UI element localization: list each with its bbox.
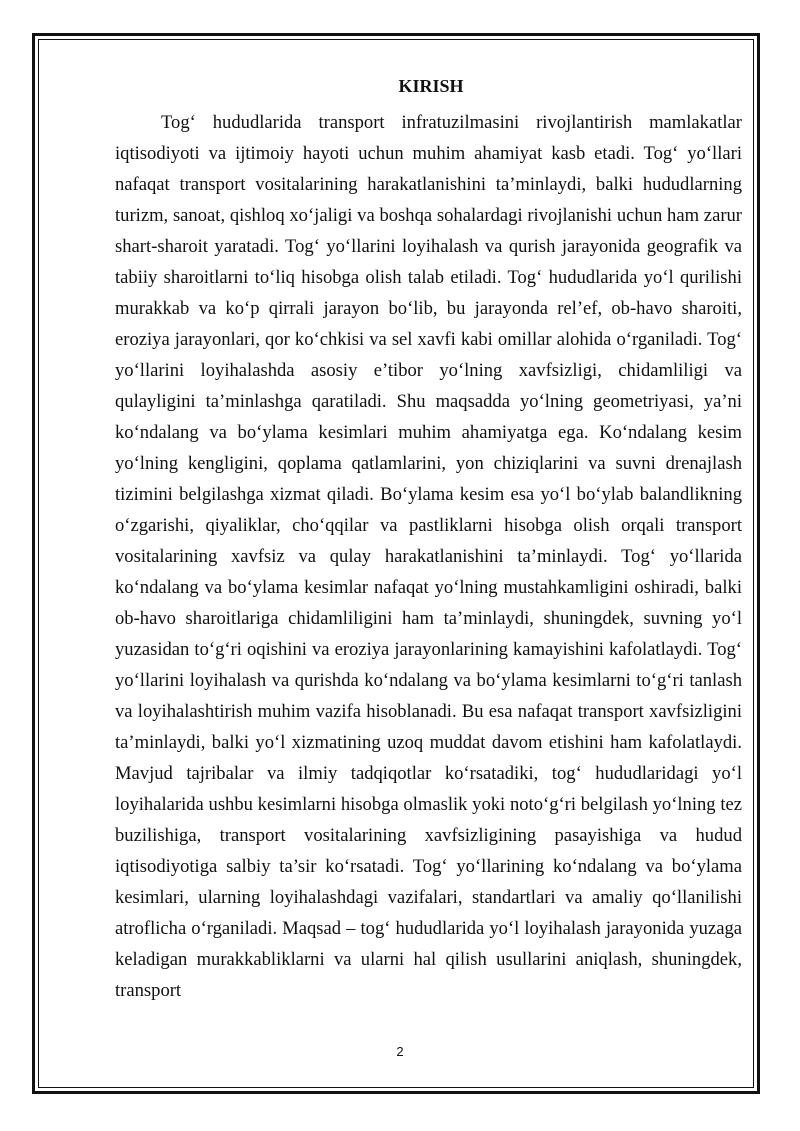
page-number: 2 <box>396 1044 404 1059</box>
page-content <box>115 72 742 1006</box>
section-heading: KIRISH <box>398 76 464 96</box>
body-paragraph: Tog‘ hududlarida transport infratuzilmasini rivojlantirish mamlakatlar iqtisodiyoti va ijtimoiy hayoti uchun muhim ahamiyat kasb etadi. Tog‘ yo‘llari nafaqat transport vositalarining harakatlanishini ta’minlaydi, balki hududlarning turizm, sanoat, qishloq xo‘jaligi va boshqa sohalardagi rivojlanishi uchun ham zarur shart-sharoit yaratadi. Tog‘ yo‘llarini loyihalash va qurish jarayonida geografik va tabiiy sharoitlarni to‘liq hisobga olish talab etiladi. Tog‘ hududlarida yo‘l qurilishi murakkab va ko‘p qirrali jarayon bo‘lib, bu jarayonda rel’ef, ob-havo sharoiti, eroziya jarayonlari, qor ko‘chkisi va sel xavfi kabi omillar alohida o‘rganiladi. Tog‘ yo‘llarini loyihalashda asosiy e’tibor yo‘lning xavfsizligi, chidamliligi va qulayligini ta’minlashga qaratiladi. Shu maqsadda yo‘lning geometriyasi, ya’ni ko‘ndalang va bo‘ylama kesimlari muhim ahamiyatga ega. Ko‘ndalang kesim yo‘lning kengligini, qoplama qatlamlarini, yon chiziqlarini va suvni drenajlash tizimini belgilashga xizmat qiladi. Bo‘ylama kesim esa yo‘l bo‘ylab balandlikning o‘zgarishi, qiyaliklar, cho‘qqilar va pastliklarni hisobga olish orqali transport vositalarining xavfsiz va qulay harakatlanishini ta’minlaydi. Tog‘ yo‘llarida ko‘ndalang va bo‘ylama kesimlar nafaqat yo‘lning mustahkamligini oshiradi, balki ob-havo sharoitlariga chidamliligini ham ta’minlaydi, shuningdek, suvning yo‘l yuzasidan to‘g‘ri oqishini va eroziya jarayonlarining kamayishini kafolatlaydi. Tog‘ yo‘llarini loyihalash va qurishda ko‘ndalang va bo‘ylama kesimlarni to‘g‘ri tanlash va loyihalashtirish muhim vazifa hisoblanadi. Bu esa nafaqat transport xavfsizligini ta’minlaydi, balki yo‘l xizmatining uzoq muddat davom etishini ham kafolatlaydi. Mavjud tajribalar va ilmiy tadqiqotlar ko‘rsatadiki, tog‘ hududlaridagi yo‘l loyihalarida ushbu kesimlarni hisobga olmaslik yoki noto‘g‘ri belgilash yo‘lning tez buzilishiga, transport vositalarining xavfsizligining pasayishiga va hudud iqtisodiyotiga salbiy ta’sir ko‘rsatadi. Tog‘ yo‘llarining ko‘ndalang va bo‘ylama kesimlari, ularning loyihalashdagi vazifalari, standartlari va amaliy qo‘llanilishi atroflicha o‘rganiladi. Maqsad – tog‘ hududlarida yo‘l loyihalash jarayonida yuzaga keladigan murakkabliklarni va ularni hal qilish usullarini aniqlash, shuningdek, transport <box>115 112 742 1001</box>
